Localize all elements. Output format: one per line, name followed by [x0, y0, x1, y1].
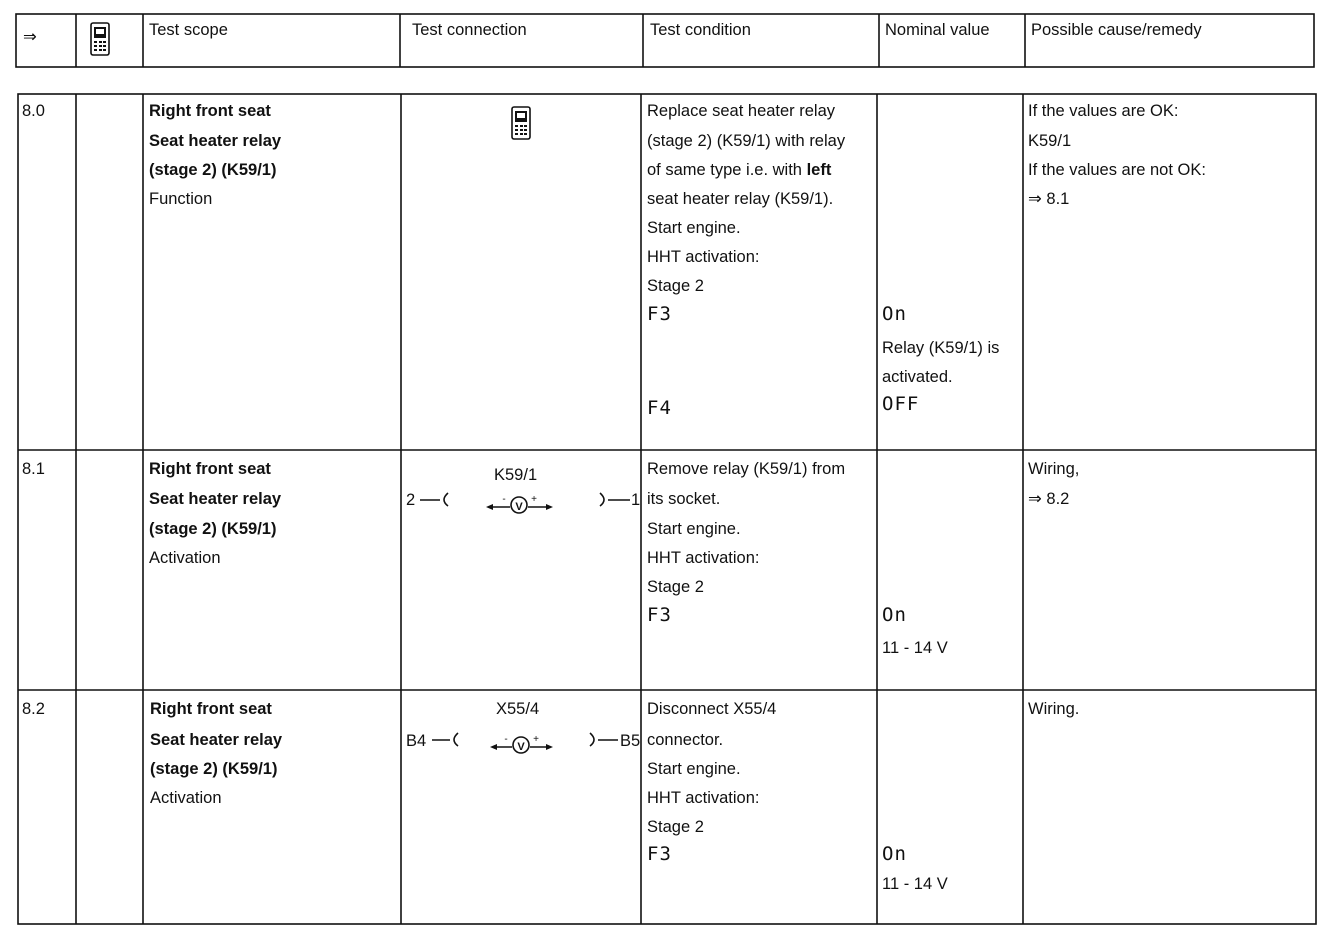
header-test-condition: Test condition — [650, 21, 751, 39]
nominal-line: 11 - 14 V — [882, 639, 948, 657]
scope-line: Seat heater relay — [149, 132, 282, 150]
hht-key-f3: F3 — [647, 303, 672, 325]
voltmeter-connection-diagram — [430, 728, 620, 758]
scope-line: Seat heater relay — [149, 490, 282, 508]
condition-line: its socket. — [647, 490, 721, 508]
scope-line: Function — [149, 190, 213, 208]
scope-line: (stage 2) (K59/1) — [150, 760, 278, 778]
scope-line: Activation — [150, 789, 222, 807]
scope-line: Right front seat — [150, 700, 272, 718]
connection-component: X55/4 — [496, 700, 540, 718]
nominal-line: 11 - 14 V — [882, 875, 948, 893]
condition-line: Remove relay (K59/1) from — [647, 460, 846, 478]
connection-pin-left: 2 — [406, 491, 416, 509]
nominal-line: activated. — [882, 368, 953, 386]
voltmeter-connection-diagram — [418, 488, 642, 518]
svg-text:+: + — [533, 734, 539, 745]
nominal-line: Relay (K59/1) is — [882, 339, 1000, 357]
cause-line: K59/1 — [1028, 132, 1072, 150]
connection-pin-right: B5 — [620, 732, 641, 750]
cause-line: If the values are OK: — [1028, 102, 1179, 120]
row-step-number: 8.1 — [22, 460, 45, 478]
condition-line: HHT activation: — [647, 549, 760, 567]
condition-line: (stage 2) (K59/1) with relay — [647, 132, 846, 150]
row-step-number: 8.2 — [22, 700, 45, 718]
hht-tester-icon — [89, 22, 111, 56]
cause-line: Wiring. — [1028, 700, 1080, 718]
condition-line: HHT activation: — [647, 248, 760, 266]
scope-line: (stage 2) (K59/1) — [149, 520, 277, 538]
condition-line: Start engine. — [647, 520, 741, 538]
svg-text:-: - — [502, 494, 506, 505]
condition-line: Start engine. — [647, 760, 741, 778]
condition-line: of same type i.e. with left — [647, 161, 832, 179]
hht-tester-icon — [510, 106, 532, 140]
scope-line: Seat heater relay — [150, 731, 283, 749]
cause-line: If the values are not OK: — [1028, 161, 1206, 179]
nominal-display-on: On — [882, 303, 907, 325]
condition-line: Disconnect X55/4 — [647, 700, 777, 718]
condition-line: HHT activation: — [647, 789, 760, 807]
connection-pin-right: 1 — [631, 491, 641, 509]
nominal-display-off: OFF — [882, 393, 920, 415]
header-possible-cause: Possible cause/remedy — [1031, 21, 1202, 39]
header-test-connection: Test connection — [412, 21, 527, 39]
header-test-scope: Test scope — [149, 21, 228, 39]
cause-line: Wiring, — [1028, 460, 1080, 478]
condition-line: Stage 2 — [647, 818, 704, 836]
cause-link[interactable]: ⇒ 8.1 — [1028, 190, 1070, 208]
header-arrow: ⇒ — [23, 28, 37, 46]
condition-line: Stage 2 — [647, 578, 704, 596]
connection-pin-left: B4 — [406, 732, 427, 750]
hht-key-f3: F3 — [647, 843, 672, 865]
svg-text:V: V — [515, 501, 523, 513]
condition-line: connector. — [647, 731, 724, 749]
row-step-number: 8.0 — [22, 102, 45, 120]
scope-line: (stage 2) (K59/1) — [149, 161, 277, 179]
scope-line: Activation — [149, 549, 221, 567]
hht-key-f3: F3 — [647, 604, 672, 626]
svg-text:-: - — [504, 734, 508, 745]
connection-component: K59/1 — [494, 466, 538, 484]
svg-text:V: V — [517, 741, 525, 753]
hht-key-f4: F4 — [647, 397, 672, 419]
condition-line: seat heater relay (K59/1). — [647, 190, 834, 208]
svg-text:+: + — [531, 494, 537, 505]
cause-link[interactable]: ⇒ 8.2 — [1028, 490, 1070, 508]
condition-line: Stage 2 — [647, 277, 704, 295]
nominal-display-on: On — [882, 843, 907, 865]
scope-line: Right front seat — [149, 102, 271, 120]
scope-line: Right front seat — [149, 460, 271, 478]
condition-line: Replace seat heater relay — [647, 102, 836, 120]
header-nominal-value: Nominal value — [885, 21, 990, 39]
nominal-display-on: On — [882, 604, 907, 626]
condition-line: Start engine. — [647, 219, 741, 237]
